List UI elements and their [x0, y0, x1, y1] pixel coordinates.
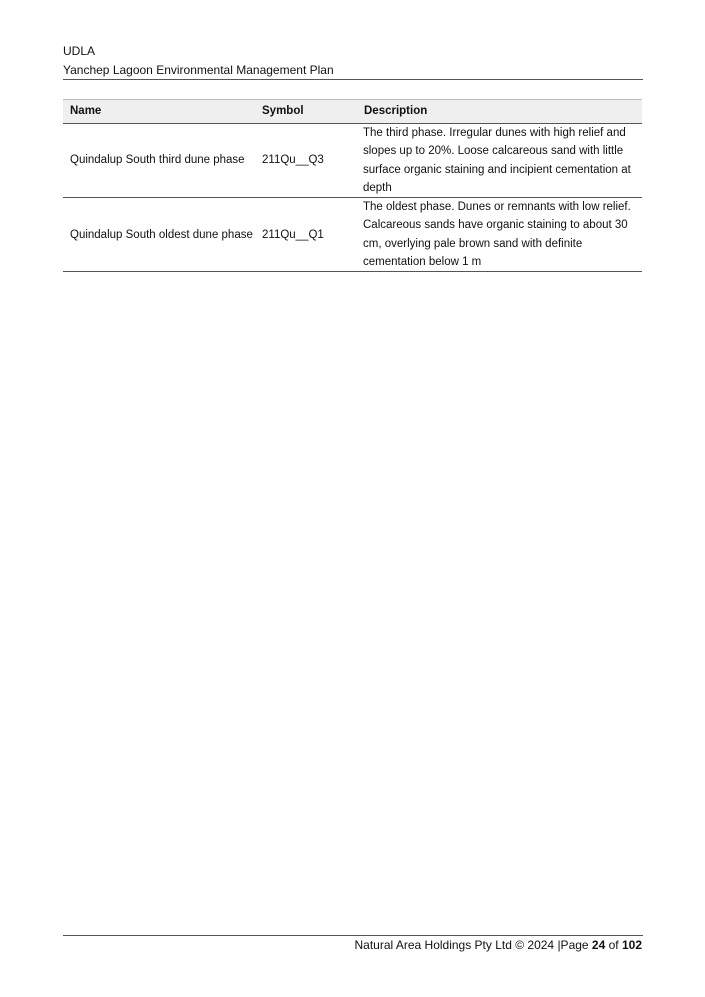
- dune-phase-table: [63, 99, 642, 272]
- footer-copyright: Natural Area Holdings Pty Ltd © 2024 |Page: [354, 938, 592, 952]
- cell-name: Quindalup South third dune phase: [63, 124, 255, 198]
- page-header: [63, 42, 334, 80]
- header-company: UDLA: [63, 44, 96, 58]
- header-document-title: Yanchep Lagoon Environmental Management Plan: [63, 63, 334, 77]
- cell-description: The third phase. Irregular dunes with high relief and slopes up to 20%. Loose calcareous sand with little surface organic staining and incipient cementation at depth: [357, 124, 642, 198]
- cell-name: Quindalup South oldest dune phase: [63, 198, 255, 272]
- table-header-row: [63, 100, 642, 124]
- cell-symbol: 211Qu__Q1: [255, 198, 357, 272]
- page-number-total: 102: [621, 938, 642, 952]
- page-footer: [354, 937, 642, 953]
- footer-divider: [63, 935, 643, 936]
- header-divider: [63, 79, 643, 80]
- cell-symbol: 211Qu__Q3: [255, 124, 357, 198]
- column-header-symbol: Symbol: [255, 100, 357, 124]
- table-row: [63, 198, 642, 272]
- table-row: [63, 124, 642, 198]
- column-header-description: Description: [357, 100, 642, 124]
- footer-of: of: [605, 938, 622, 952]
- column-header-name: Name: [63, 100, 255, 124]
- cell-description: The oldest phase. Dunes or remnants with low relief. Calcareous sands have organic staining to about 30 cm, overlying pale brown sand with definite cementation below 1 m: [357, 198, 642, 272]
- page-number-current: 24: [591, 938, 606, 952]
